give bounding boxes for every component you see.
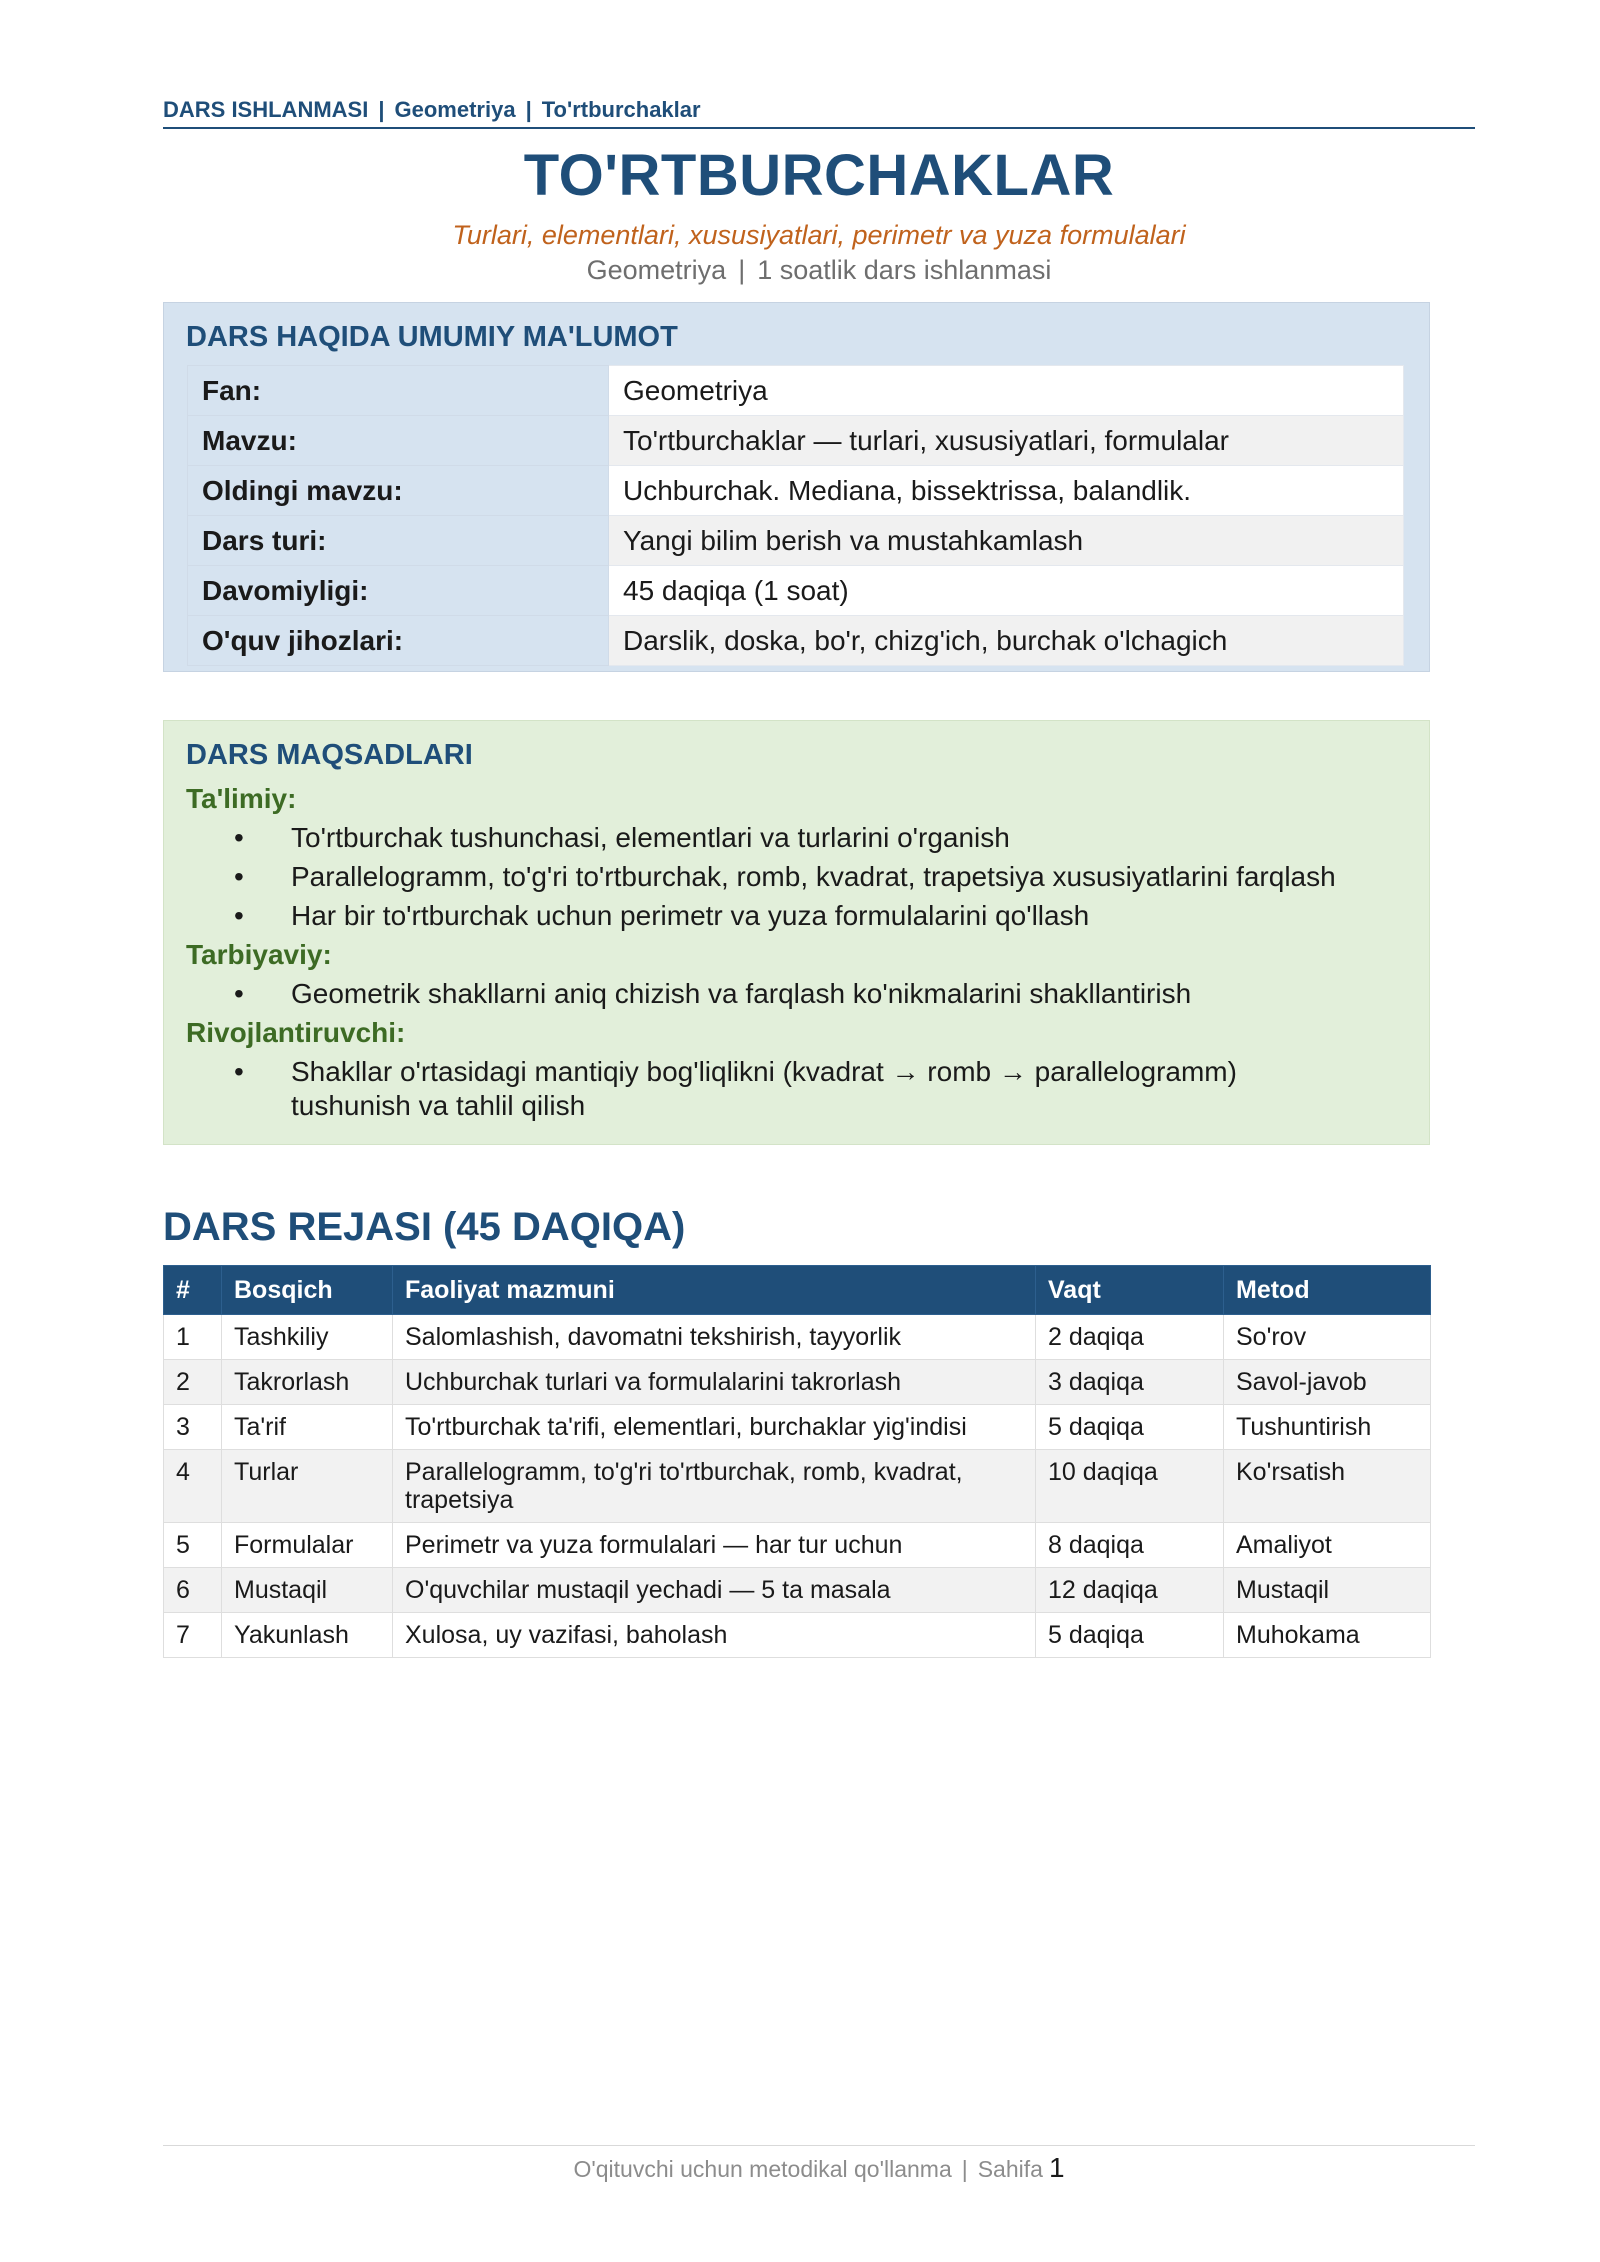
goal-heading-upbringing: Tarbiyaviy:	[186, 939, 332, 970]
info-row	[188, 566, 1404, 616]
footer-page-number: 1	[1048, 2152, 1065, 2183]
cell-number: 3	[164, 1405, 222, 1450]
table-row	[164, 1450, 1431, 1523]
goal-text: Geometrik shakllarni aniq chizish va farqlash ko'nikmalarini shakllantirish	[291, 978, 1192, 1009]
cell-activity: Salomlashish, davomatni tekshirish, tayyorlik	[393, 1315, 1036, 1360]
cell-method: Amaliyot	[1224, 1523, 1431, 1568]
info-row	[188, 516, 1404, 566]
cell-stage: Formulalar	[222, 1523, 393, 1568]
cell-time: 5 daqiqa	[1036, 1613, 1224, 1658]
page-title: TO'RTBURCHAKLAR	[523, 143, 1115, 208]
goal-item	[234, 821, 1394, 855]
info-key: Mavzu:	[188, 416, 609, 466]
page-subtitle: Turlari, elementlari, xususiyatlari, perimetr va yuza formulalari	[452, 220, 1186, 250]
column-header-method: Metod	[1224, 1266, 1431, 1315]
table-row	[164, 1613, 1431, 1658]
meta-duration: 1 soatlik dars ishlanmasi	[757, 255, 1052, 285]
table-row	[164, 1315, 1431, 1360]
info-key: O'quv jihozlari:	[188, 616, 609, 666]
bullet: •	[234, 1056, 244, 1087]
info-value: Darslik, doska, bo'r, chizg'ich, burchak o'lchagich	[609, 616, 1404, 666]
info-key: Fan:	[188, 366, 609, 416]
table-row	[164, 1405, 1431, 1450]
cell-method: Savol-javob	[1224, 1360, 1431, 1405]
goal-text: Har bir to'rtburchak uchun perimetr va yuza formulalarini qo'llash	[291, 900, 1090, 931]
cell-time: 5 daqiqa	[1036, 1405, 1224, 1450]
cell-time: 3 daqiqa	[1036, 1360, 1224, 1405]
goal-text: To'rtburchak tushunchasi, elementlari va turlarini o'rganish	[291, 822, 1010, 853]
footer-page-label: Sahifa	[977, 2156, 1043, 2182]
info-row	[188, 616, 1404, 666]
footer-text: O'qituvchi uchun metodikal qo'llanma	[573, 2156, 952, 2182]
cell-time: 12 daqiqa	[1036, 1568, 1224, 1613]
goal-heading-educational: Ta'limiy:	[186, 783, 297, 814]
lesson-goals-section	[163, 720, 1430, 1145]
column-header-stage: Bosqich	[222, 1266, 393, 1315]
footer-divider	[163, 2145, 1475, 2146]
cell-stage: Tashkiliy	[222, 1315, 393, 1360]
goal-heading-developmental: Rivojlantiruvchi:	[186, 1017, 406, 1048]
cell-number: 4	[164, 1450, 222, 1523]
cell-number: 7	[164, 1613, 222, 1658]
cell-stage: Takrorlash	[222, 1360, 393, 1405]
cell-activity: Parallelogramm, to'g'ri to'rtburchak, romb, kvadrat, trapetsiya	[393, 1450, 1036, 1523]
info-value: To'rtburchaklar — turlari, xususiyatlari, formulalar	[609, 416, 1404, 466]
cell-number: 1	[164, 1315, 222, 1360]
cell-stage: Turlar	[222, 1450, 393, 1523]
column-header-activity: Faoliyat mazmuni	[393, 1266, 1036, 1315]
breadcrumb-subject: Geometriya	[394, 97, 516, 122]
breadcrumb-topic: To'rtburchaklar	[541, 97, 701, 122]
info-key: Oldingi mavzu:	[188, 466, 609, 516]
general-info-section	[163, 302, 1430, 672]
cell-method: Mustaqil	[1224, 1568, 1431, 1613]
meta-subject: Geometriya	[586, 255, 727, 285]
info-value: 45 daqiqa (1 soat)	[609, 566, 1404, 616]
general-info-title: DARS HAQIDA UMUMIY MA'LUMOT	[186, 321, 678, 353]
cell-time: 10 daqiqa	[1036, 1450, 1224, 1523]
column-header-time: Vaqt	[1036, 1266, 1224, 1315]
column-header-number: #	[164, 1266, 222, 1315]
goal-item	[234, 1055, 1394, 1123]
info-value: Geometriya	[609, 366, 1404, 416]
breadcrumb-separator: |	[525, 97, 532, 122]
breadcrumb-separator: |	[378, 97, 385, 122]
goal-item	[234, 977, 1394, 1011]
cell-activity: Perimetr va yuza formulalari — har tur uchun	[393, 1523, 1036, 1568]
lesson-goals-title: DARS MAQSADLARI	[186, 739, 473, 771]
cell-stage: Yakunlash	[222, 1613, 393, 1658]
goal-text: Parallelogramm, to'g'ri to'rtburchak, romb, kvadrat, trapetsiya xususiyatlarini farqlash	[291, 861, 1336, 892]
info-key: Davomiyligi:	[188, 566, 609, 616]
meta-separator: |	[738, 255, 746, 285]
cell-number: 2	[164, 1360, 222, 1405]
cell-stage: Ta'rif	[222, 1405, 393, 1450]
cell-activity: Uchburchak turlari va formulalarini takrorlash	[393, 1360, 1036, 1405]
info-row	[188, 366, 1404, 416]
general-info-table	[187, 365, 1404, 666]
bullet: •	[234, 978, 244, 1009]
footer-separator: |	[961, 2156, 968, 2182]
running-header	[163, 97, 1475, 129]
cell-time: 2 daqiqa	[1036, 1315, 1224, 1360]
goal-item	[234, 899, 1394, 933]
bullet: •	[234, 861, 244, 892]
cell-method: So'rov	[1224, 1315, 1431, 1360]
goal-text: Shakllar o'rtasidagi mantiqiy bog'liqlikni (kvadrat → romb → parallelogramm) tushunish va tahlil qilish	[291, 1056, 1237, 1121]
cell-method: Tushuntirish	[1224, 1405, 1431, 1450]
info-value: Uchburchak. Mediana, bissektrissa, balandlik.	[609, 466, 1404, 516]
table-row	[164, 1360, 1431, 1405]
info-row	[188, 466, 1404, 516]
cell-time: 8 daqiqa	[1036, 1523, 1224, 1568]
table-row	[164, 1523, 1431, 1568]
table-header-row	[164, 1266, 1431, 1315]
bullet: •	[234, 822, 244, 853]
lesson-plan-table	[163, 1265, 1431, 1658]
info-value: Yangi bilim berish va mustahkamlash	[609, 516, 1404, 566]
cell-activity: Xulosa, uy vazifasi, baholash	[393, 1613, 1036, 1658]
cell-activity: O'quvchilar mustaqil yechadi — 5 ta masala	[393, 1568, 1036, 1613]
cell-method: Muhokama	[1224, 1613, 1431, 1658]
lesson-plan-title: DARS REJASI (45 DAQIQA)	[163, 1205, 686, 1249]
cell-method: Ko'rsatish	[1224, 1450, 1431, 1523]
breadcrumb-lesson-plan: DARS ISHLANMASI	[163, 97, 369, 122]
cell-number: 5	[164, 1523, 222, 1568]
info-key: Dars turi:	[188, 516, 609, 566]
goal-item	[234, 860, 1394, 894]
cell-stage: Mustaqil	[222, 1568, 393, 1613]
cell-number: 6	[164, 1568, 222, 1613]
bullet: •	[234, 900, 244, 931]
lesson-meta	[163, 255, 1475, 286]
page-footer	[163, 2152, 1475, 2184]
info-row	[188, 416, 1404, 466]
table-row	[164, 1568, 1431, 1613]
cell-activity: To'rtburchak ta'rifi, elementlari, burchaklar yig'indisi	[393, 1405, 1036, 1450]
